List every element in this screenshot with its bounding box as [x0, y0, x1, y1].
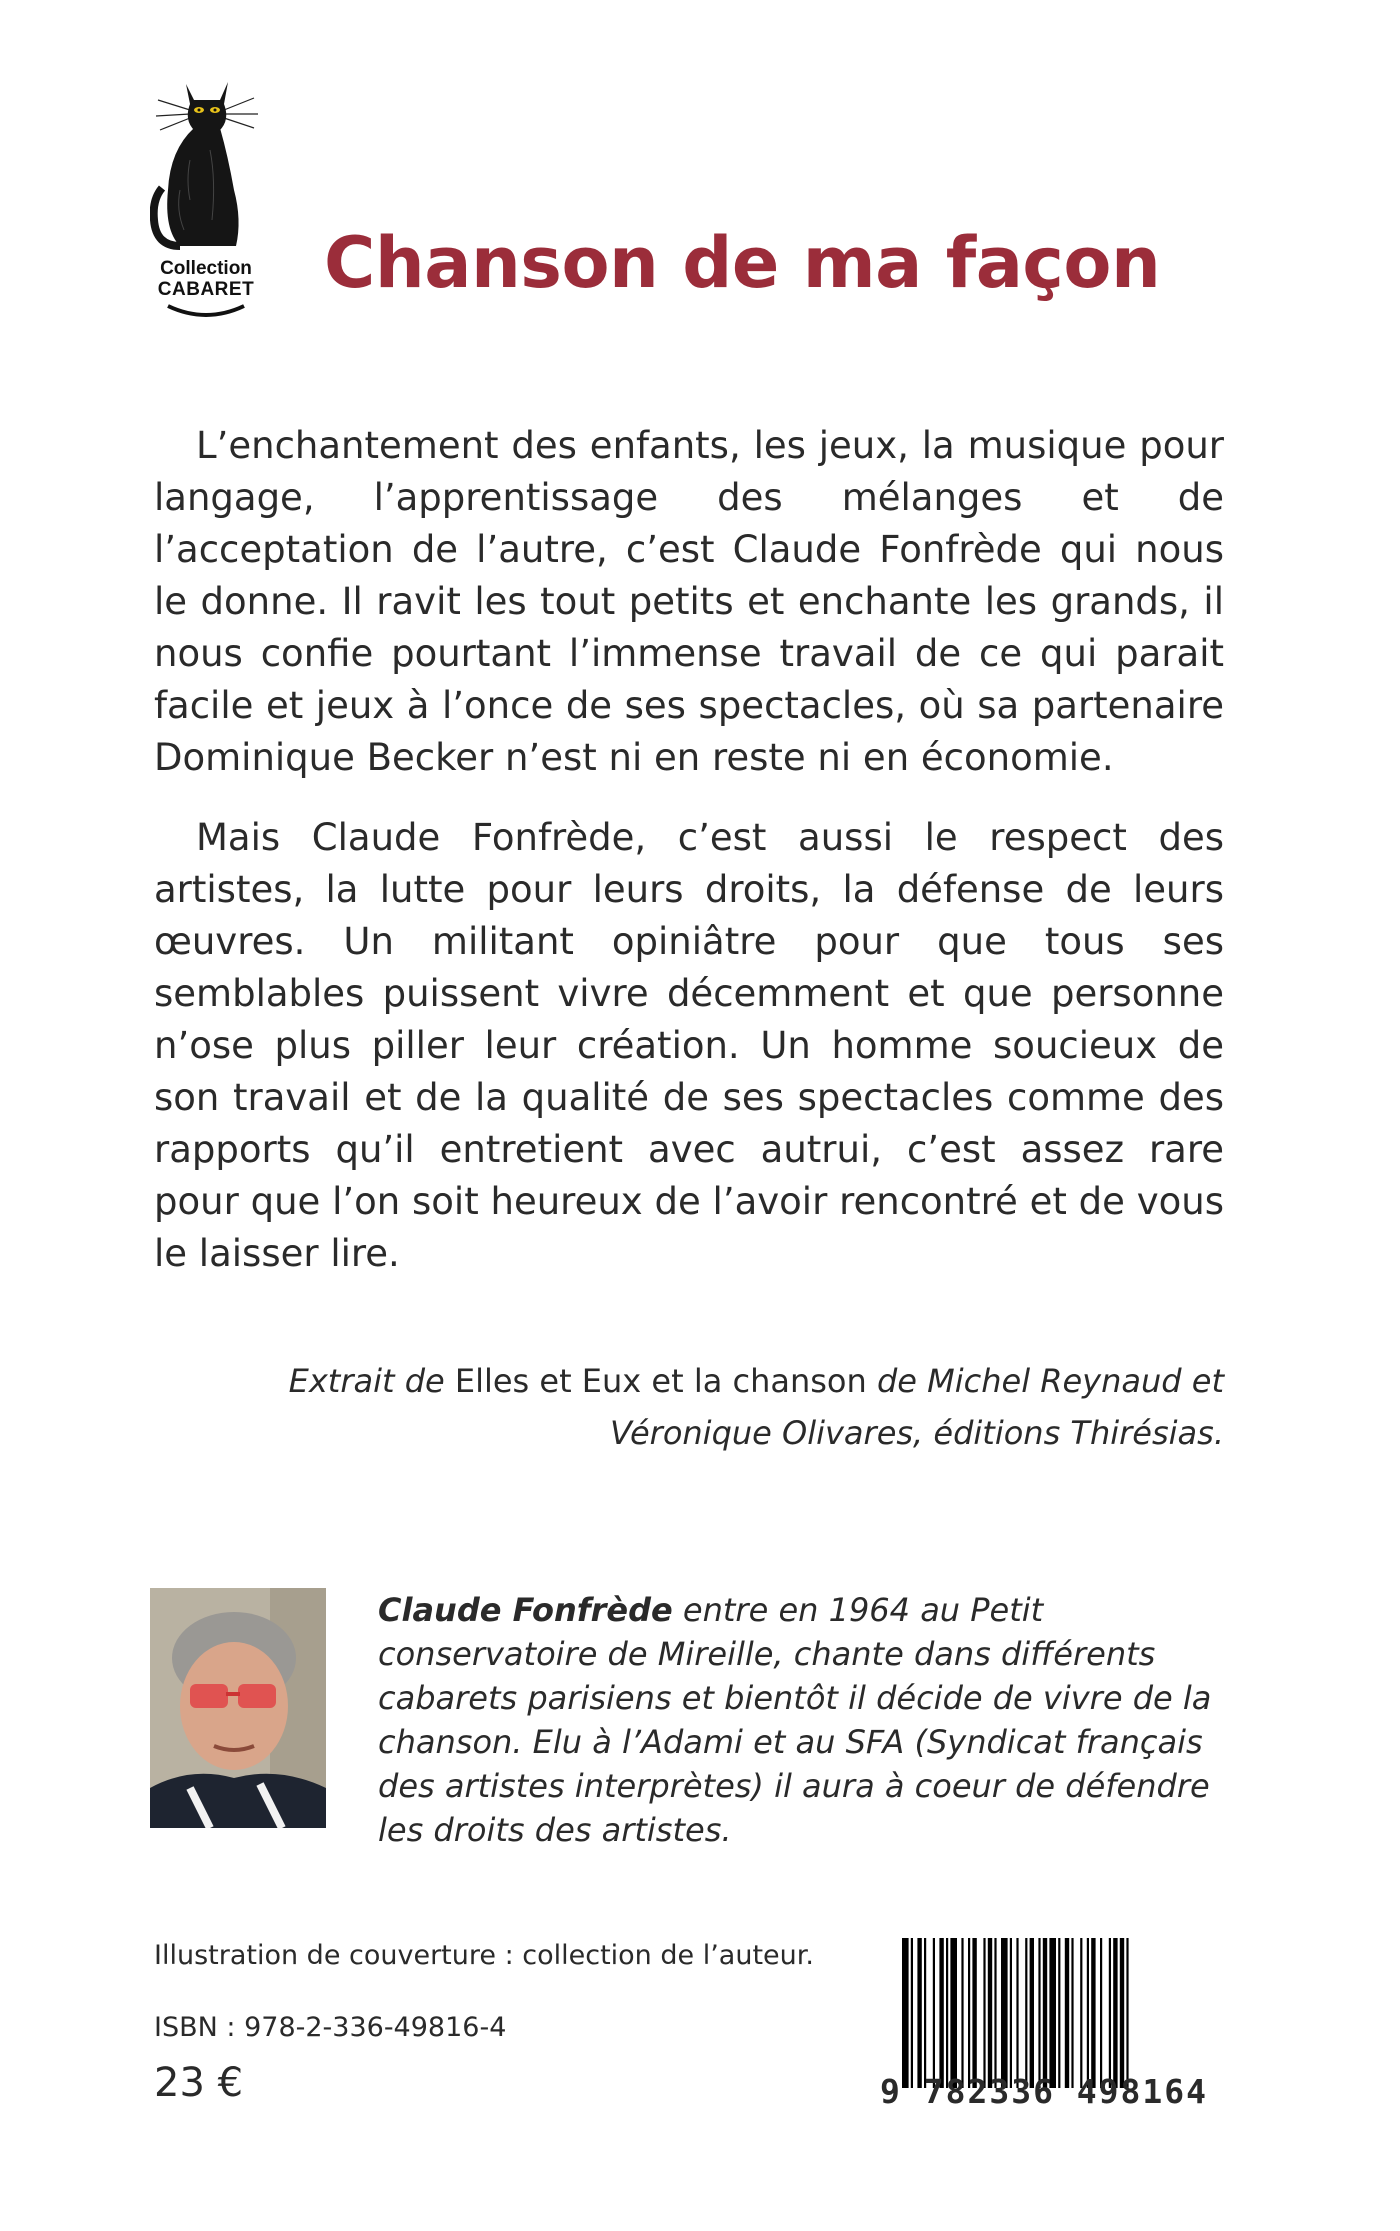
blurb-paragraph-1: L’enchantement des enfants, les jeux, la musique pour langage, l’apprentissage des mélanges et de l’acceptation de l’autre, c’est Claude Fonfrède qui nous le donne. Il ravit les tout petits et enchante les grands, il nous confie pourtant l’immense travail de ce qui parait facile et jeux à l’once de ses spectacles, où sa partenaire Dominique Becker n’est ni en reste ni en économie.: [154, 424, 1224, 779]
barcode-bar: [961, 1938, 963, 2088]
barcode-bar: [1058, 1938, 1060, 2088]
blurb-paragraph-2: Mais Claude Fonfrède, c’est aussi le respect des artistes, la lutte pour leurs droits, la défense de leurs œuvres. Un militant opiniâtre pour que tous ses semblables puissent vivre décemment et que personne n’ose plus piller leur création. Un homme soucieux de son travail et de la qualité de ses spectacles comme des rapports qu’il entretient avec autrui, c’est assez rare pour que l’on soit heureux de l’avoir rencontré et de vous le laisser lire.: [154, 816, 1224, 1275]
barcode-bar: [1043, 1938, 1047, 2088]
barcode-bar: [1001, 1938, 1008, 2088]
barcode-bar: [1087, 1938, 1089, 2088]
author-bio-text: entre en 1964 au Petit conservatoire de Mireille, chante dans différents cabarets parisiens et bientôt il décide de vivre de la chanson. Elu à l’Adami et au SFA (Syndicat français des artistes interprètes) il aura à coeur de défendre les droits des artistes.: [378, 1591, 1212, 1849]
barcode-bar: [924, 1938, 926, 2088]
barcode-bar: [1030, 1938, 1034, 2088]
barcode-bar: [1091, 1938, 1095, 2088]
price: 23 €: [154, 2060, 244, 2106]
barcode-bar: [939, 1938, 943, 2088]
collection-cabaret-logo: [150, 70, 270, 330]
barcode-bar: [1100, 1938, 1102, 2088]
black-cat-icon: [150, 70, 262, 260]
barcode-bar: [1113, 1938, 1117, 2088]
barcode-bar: [1025, 1938, 1027, 2088]
author-bio: [378, 1588, 1228, 1852]
barcode-bar: [1049, 1938, 1056, 2088]
barcode-bar: [1109, 1938, 1111, 2088]
barcode-bar: [933, 1938, 935, 2088]
author-photo: [150, 1588, 326, 1828]
barcode-bar: [1126, 1938, 1128, 2088]
barcode-bar: [972, 1938, 976, 2088]
citation-book-title: Elles et Eux et la chanson: [454, 1362, 867, 1400]
book-title: Chanson de ma façon: [324, 222, 1161, 304]
barcode-bar: [1080, 1938, 1082, 2088]
barcode-bar: [917, 1938, 921, 2088]
barcode-bar: [946, 1938, 948, 2088]
citation-prefix: Extrait de: [288, 1362, 445, 1400]
barcode-bar: [1038, 1938, 1040, 2088]
barcode-bar: [902, 1938, 909, 2088]
author-name: Claude Fonfrède: [378, 1591, 673, 1629]
barcode-bar: [1071, 1938, 1073, 2088]
barcode-digits: 9 782336 498164: [880, 2072, 1209, 2111]
citation: [154, 1355, 1224, 1459]
barcode-bar: [1010, 1938, 1012, 2088]
barcode-bar: [988, 1938, 992, 2088]
barcode-bar: [994, 1938, 996, 2088]
blurb: [154, 420, 1224, 1308]
barcode-bar: [1120, 1938, 1124, 2088]
cover-credit: Illustration de couverture : collection de l’auteur.: [154, 1940, 814, 1971]
barcode-bar: [1016, 1938, 1018, 2088]
barcode-bar: [911, 1938, 913, 2088]
barcode-bar: [983, 1938, 985, 2088]
barcode-bar: [950, 1938, 957, 2088]
logo-text-cabaret: CABARET: [157, 279, 255, 300]
logo-swoosh: [150, 302, 262, 322]
citation-suffix: de Michel Reynaud et Véronique Olivares, éditions Thirésias.: [609, 1362, 1224, 1452]
isbn: ISBN : 978-2-336-49816-4: [154, 2012, 507, 2043]
barcode-bar: [968, 1938, 970, 2088]
barcode-bar: [1065, 1938, 1069, 2088]
logo-text-collection: Collection: [160, 258, 252, 279]
